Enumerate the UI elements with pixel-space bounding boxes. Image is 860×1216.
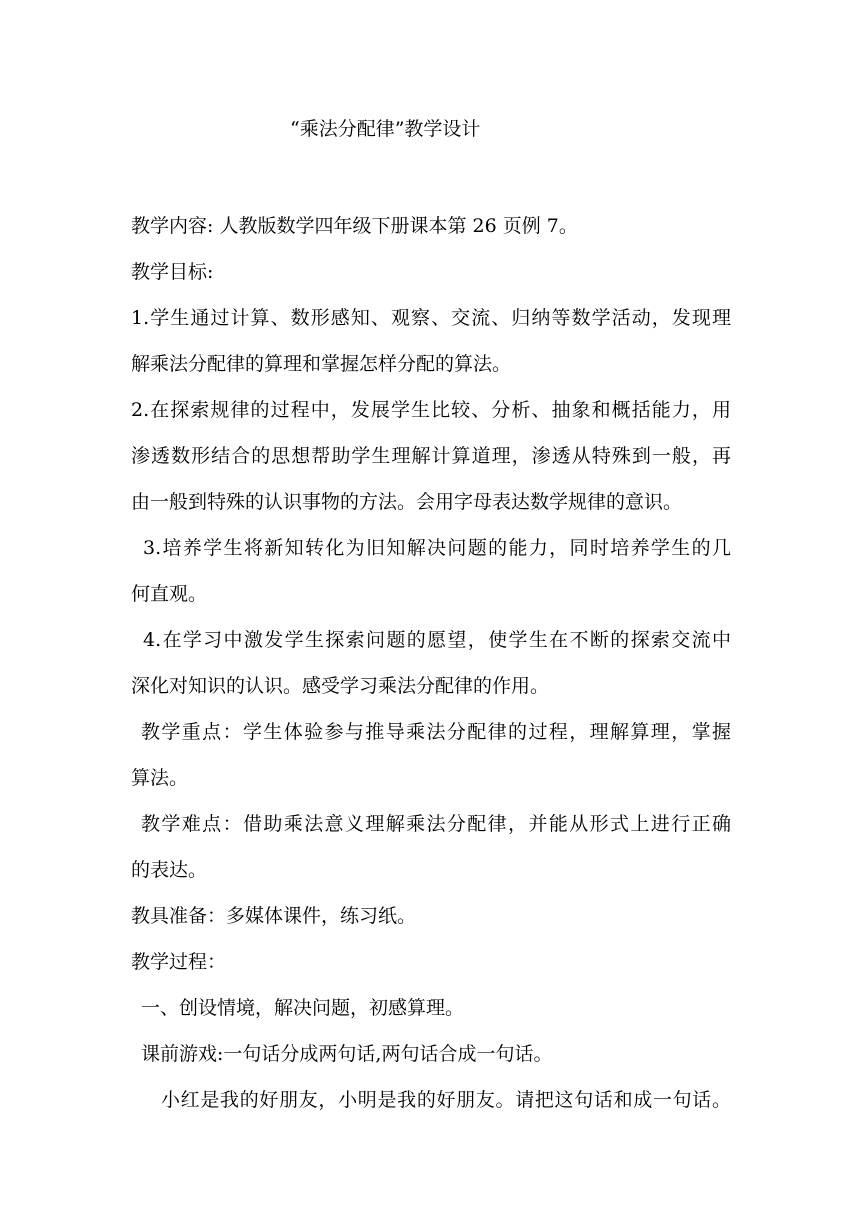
document-body xyxy=(131,203,731,1123)
text-line: 教学目标: xyxy=(131,261,214,283)
text-line: 2.在探索规律的过程中，发展学生比较、分析、抽象和概括能力，用 xyxy=(131,399,731,421)
text-line: 一、创设情境，解决问题，初感算理。 xyxy=(141,997,465,1019)
text-line: 渗透数形结合的思想帮助学生理解计算道理，渗透从特殊到一般，再 xyxy=(131,445,731,467)
text-line: 3.培养学生将新知转化为旧知解决问题的能力，同时培养学生的几 xyxy=(143,537,731,559)
text-line: 何直观。 xyxy=(131,583,208,605)
text-line: 教学难点：借助乘法意义理解乘法分配律，并能从形式上进行正确 xyxy=(141,813,731,835)
text-line: 教学内容: 人教版数学四年级下册课本第 26 页例 7。 xyxy=(131,215,578,237)
text-line: 1.学生通过计算、数形感知、观察、交流、归纳等数学活动，发现理 xyxy=(131,307,731,329)
text-line: 课前游戏:一句话分成两句话,两句话合成一句话。 xyxy=(141,1043,553,1065)
text-line: 算法。 xyxy=(131,767,189,789)
text-line: 解乘法分配律的算理和掌握怎样分配的算法。 xyxy=(131,353,512,375)
text-line: 教学重点：学生体验参与推导乘法分配律的过程，理解算理，掌握 xyxy=(141,721,731,743)
text-line: 的表达。 xyxy=(131,859,208,881)
text-line: 由一般到特殊的认识事物的方法。会用字母表达数学规律的意识。 xyxy=(131,491,683,513)
text-line: 深化对知识的认识。感受学习乘法分配律的作用。 xyxy=(131,675,550,697)
text-line: 教学过程： xyxy=(131,951,227,973)
text-line: 4.在学习中激发学生探索问题的愿望，使学生在不断的探索交流中 xyxy=(143,629,731,651)
text-line: 教具准备：多媒体课件，练习纸。 xyxy=(131,905,417,927)
text-line: 小红是我的好朋友，小明是我的好朋友。请把这句话和成一句话。 xyxy=(161,1089,731,1111)
document-title: “乘法分配律”教学设计 xyxy=(290,118,481,140)
